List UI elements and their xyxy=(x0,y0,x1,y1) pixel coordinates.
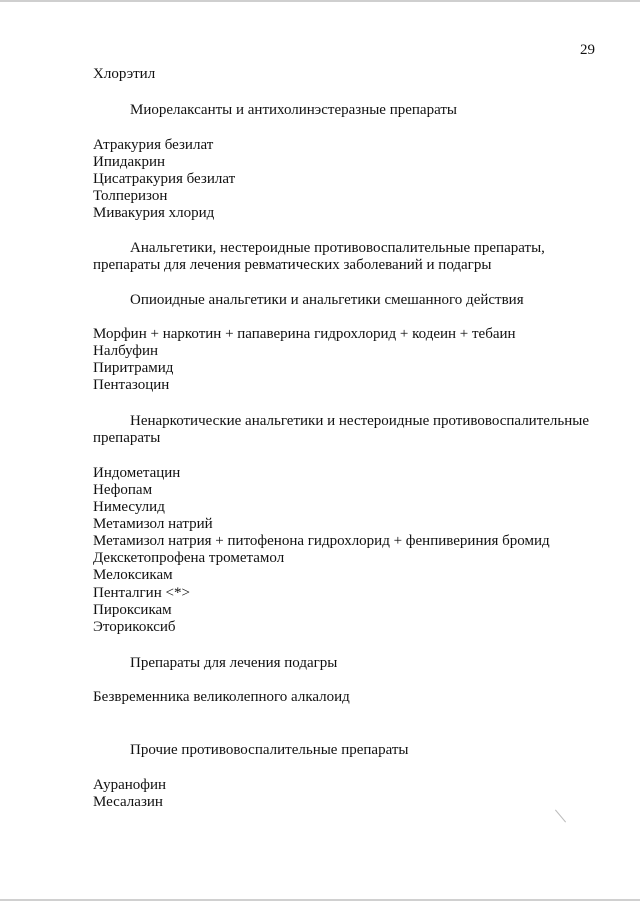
list-item: Морфин + наркотин + папаверина гидрохлорид + кодеин + тебаин xyxy=(93,326,516,342)
list-item: Метамизол натрия + питофенона гидрохлорид + фенпивериния бромид xyxy=(93,533,550,549)
section-heading: Ненаркотические анальгетики и нестероидные противовоспалительные xyxy=(130,413,590,429)
list-item: Эторикоксиб xyxy=(93,619,176,635)
section-heading-continued: препараты xyxy=(93,430,161,446)
list-item: Цисатракурия безилат xyxy=(93,171,236,187)
scan-bottom-edge xyxy=(0,899,640,901)
scan-speck xyxy=(555,810,566,823)
section-heading: Миорелаксанты и антихолинэстеразные препараты xyxy=(130,102,457,118)
list-item: Месалазин xyxy=(93,794,163,810)
list-item: Толперизон xyxy=(93,188,168,204)
list-item: Пентазоцин xyxy=(93,377,170,393)
list-item: Мелоксикам xyxy=(93,567,173,583)
list-item: Налбуфин xyxy=(93,343,159,359)
list-item: Метамизол натрий xyxy=(93,516,213,532)
list-item: Ауранофин xyxy=(93,777,167,793)
list-item: Пироксикам xyxy=(93,602,172,618)
section-heading: Анальгетики, нестероидные противовоспалительные препараты, xyxy=(130,240,545,256)
list-item: Хлорэтил xyxy=(93,66,156,82)
section-heading: Препараты для лечения подагры xyxy=(130,655,338,671)
scan-top-edge xyxy=(0,0,640,2)
list-item: Нимесулид xyxy=(93,499,165,515)
list-item: Пиритрамид xyxy=(93,360,174,376)
section-heading-continued: препараты для лечения ревматических заболеваний и подагры xyxy=(93,257,492,273)
list-item: Нефопам xyxy=(93,482,153,498)
section-heading: Опиоидные анальгетики и анальгетики смешанного действия xyxy=(130,292,524,308)
list-item: Безвременника великолепного алкалоид xyxy=(93,689,350,705)
list-item: Ипидакрин xyxy=(93,154,166,170)
list-item: Пенталгин <*> xyxy=(93,585,190,601)
list-item: Атракурия безилат xyxy=(93,137,214,153)
list-item: Мивакурия хлорид xyxy=(93,205,215,221)
page-number: 29 xyxy=(580,42,595,58)
section-heading: Прочие противовоспалительные препараты xyxy=(130,742,409,758)
list-item: Декскетопрофена трометамол xyxy=(93,550,285,566)
list-item: Индометацин xyxy=(93,465,181,481)
